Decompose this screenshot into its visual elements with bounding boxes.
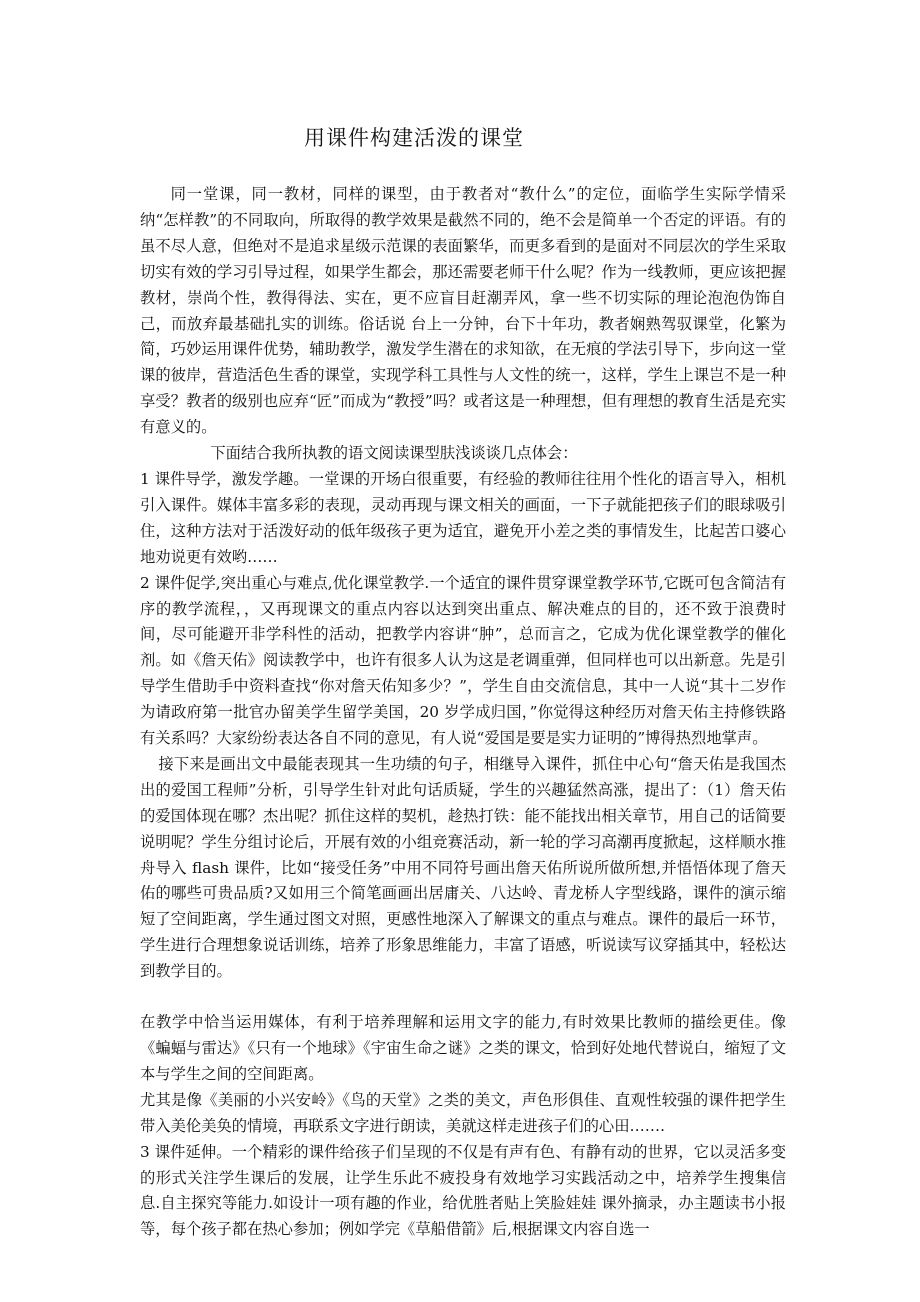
paragraph-beautiful-texts: 尤其是像《美丽的小兴安岭》《鸟的天堂》之类的美文，声色形俱佳、直观性较强的课件把学生带入美伦美奂的情境，再联系文字进行朗读，美就这样走进孩子们的心田……. [140, 1090, 786, 1135]
paragraph-spacer [140, 985, 786, 1010]
paragraph-point-1: 1 课件导学，激发学趣。一堂课的开场白很重要，有经验的教师往往用个性化的语言导入，相机引入课件。媒体丰富多彩的表现，灵动再现与课文相关的画面，一下子就能把孩子们的眼球吸引住，这种方法对于活泼好动的低年级孩子更为适宜，避免开小差之类的事情发生，比起苦口婆心地劝说更有效哟…… [140, 469, 786, 566]
document-title: 用课件构建活泼的课堂 [304, 126, 524, 150]
paragraph-point-2-continued: 接下来是画出文中最能表现其一生功绩的句子，相继导入课件，抓住中心句“詹天佑是我国杰出的爱国工程师”分析，引导学生针对此句话质疑，学生的兴趣猛然高涨，提出了：（1）詹天佑的爱国体现在哪？杰出呢？抓住这样的契机，趁热打铁：能不能找出相关章节，用自己的话简要说明呢？学生分组讨论后，开展有效的小组竞赛活动，新一轮的学习高潮再度掀起，这样顺水推舟导入 flash 课件，比如“接受任务”中用不同符号画出詹天佑所说所做所想,并悟悟体现了詹天佑的哪些可贵品质?又如用三个简笔画画出居庸关、八达岭、青龙桥人字型线路，课件的演示缩短了空间距离，学生通过图文对照，更感性地深入了解课文的重点与难点。课件的最后一环节，学生进行合理想象说话训练，培养了形象思维能力，丰富了语感，听说读写议穿插其中，轻松达到教学目的。 [140, 754, 786, 981]
paragraph-point-2: 2 课件促学,突出重心与难点,优化课堂教学.一个适宜的课件贯穿课堂教学环节,它既可包含简洁有序的教学流程，，又再现课文的重点内容以达到突出重点、解决难点的目的，还不致于浪费时间，尽可能避开非学科性的活动，把教学内容讲“肿”，总而言之，它成为优化课堂教学的催化剂。如《詹天佑》阅读教学中，也许有很多人认为这是老调重弹，但同样也可以出新意。先是引导学生借助手中资料查找“你对詹天佑知多少？”，学生自由交流信息，其中一人说“其十二岁作为请政府第一批官办留美学生留学美国，20 岁学成归国，”你觉得这种经历对詹天佑主持修铁路有关系吗？大家纷纷表达各自不同的意见，有人说“爱国是要是实力证明的”博得热烈地掌声。 [140, 573, 786, 748]
paragraph-point-3: 3 课件延伸。一个精彩的课件给孩子们呈现的不仅是有声有色、有静有动的世界，它以灵活多变的形式关注学生课后的发展，让学生乐此不疲投身有效地学习实践活动之中，培养学生搜集信息.自主探究等能力.如设计一项有趣的作业，给优胜者贴上笑脸娃娃 课外摘录，办主题读书小报等，每个孩子都在热心参加；例如学完《草船借箭》后,根据课文内容自选一 [140, 1142, 786, 1239]
paragraph-media-usage: 在教学中恰当运用媒体，有利于培养理解和运用文字的能力,有时效果比教师的描绘更佳。像《蝙蝠与雷达》《只有一个地球》《宇宙生命之谜》之类的课文，恰到好处地代替说白，缩短了文本与学生之间的空间距离。 [140, 1013, 786, 1083]
paragraph-opening: 同一堂课，同一教材，同样的课型，由于教者对“教什么”的定位，面临学生实际学情采纳“怎样教”的不同取向，所取得的教学效果是截然不同的，绝不会是简单一个否定的评语。有的虽不尽人意，但绝对不是追求星级示范课的表面繁华，而更多看到的是面对不同层次的学生采取切实有效的学习引导过程，如果学生都会，那还需要老师干什么呢？作为一线教师，更应该把握教材，崇尚个性，教得得法、实在，更不应盲目赶潮弄风，拿一些不切实际的理论泡泡伪饰自己，而放弃最基础扎实的训练。俗话说 台上一分钟，台下十年功，教者娴熟驾驭课堂，化繁为简，巧妙运用课件优势，辅助教学，激发学生潜在的求知欲，在无痕的学法引导下，步向这一堂课的彼岸，营造活色生香的课堂，实现学科工具性与人文性的统一，这样，学生上课岂不是一种享受？教者的级别也应弃“匠”而成为“教授”吗？或者这是一种理想，但有理想的教育生活是充实有意义的。 [140, 185, 786, 437]
paragraph-intro: 下面结合我所执教的语文阅读课型肤浅谈谈几点体会： [210, 444, 578, 463]
